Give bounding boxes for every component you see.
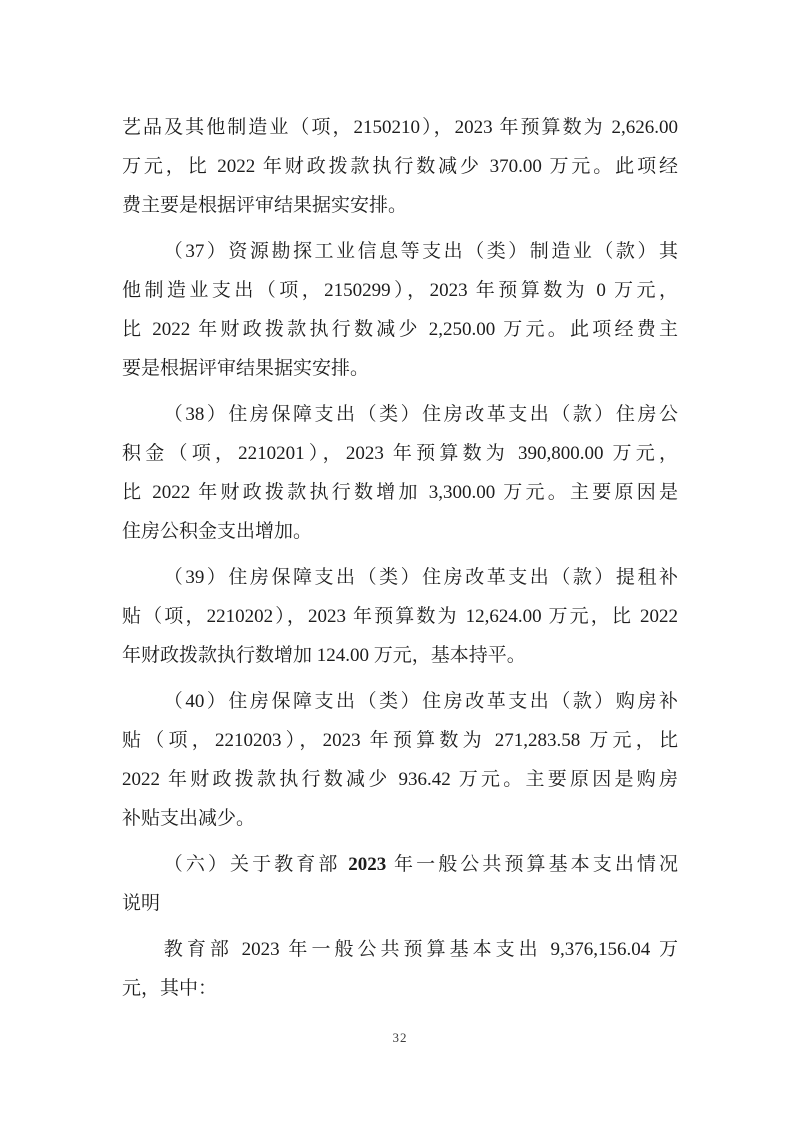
text-line: 贴（项，2210202），2023 年预算数为 12,624.00 万元，比 2022: [122, 606, 678, 627]
text-line: 艺品及其他制造业（项，2150210），2023 年预算数为 2,626.00: [122, 117, 678, 138]
text-line: （37）资源勘探工业信息等支出（类）制造业（款）其: [163, 241, 678, 262]
text-line: 教育部 2023 年一般公共预算基本支出 9,376,156.04 万: [163, 939, 678, 960]
heading-line: [122, 845, 678, 884]
text-line: 2022 年财政拨款执行数减少 936.42 万元。主要原因是购房: [122, 769, 678, 790]
text-line: 他制造业支出（项，2150299），2023 年预算数为 0 万元，: [122, 280, 678, 301]
text-line: 住房公积金支出增加。: [122, 521, 313, 542]
heading-year-bold: 2023: [348, 854, 387, 875]
text-line: 积金（项，2210201），2023 年预算数为 390,800.00 万元，: [122, 443, 678, 464]
text-line: 要是根据评审结果据实安排。: [122, 358, 370, 379]
text-line: 年财政拨款执行数增加 124.00 万元，基本持平。: [122, 645, 526, 666]
heading-text-post: 年一般公共预算基本支出情况: [386, 854, 678, 875]
paragraph-basic-expenditure-total: [122, 930, 678, 1008]
paragraph-item-36-continuation: [122, 108, 678, 225]
text-line: 贴（项，2210203），2023 年预算数为 271,283.58 万元，比: [122, 730, 678, 751]
text-line: 比 2022 年财政拨款执行数减少 2,250.00 万元。此项经费主: [122, 319, 678, 340]
text-line: （39）住房保障支出（类）住房改革支出（款）提租补: [163, 567, 678, 588]
text-line: 补贴支出减少。: [122, 808, 256, 829]
section-heading-6: [122, 845, 678, 923]
paragraph-item-40: [122, 682, 678, 838]
text-line: （38）住房保障支出（类）住房改革支出（款）住房公: [163, 404, 678, 425]
text-line: 元，其中：: [122, 978, 218, 999]
text-line: 费主要是根据评审结果据实安排。: [122, 195, 408, 216]
text-line: （40）住房保障支出（类）住房改革支出（款）购房补: [163, 691, 678, 712]
text-line: 万元，比 2022 年财政拨款执行数减少 370.00 万元。此项经: [122, 156, 678, 177]
paragraph-item-37: [122, 232, 678, 388]
text-line: 比 2022 年财政拨款执行数增加 3,300.00 万元。主要原因是: [122, 482, 678, 503]
paragraph-item-39: [122, 558, 678, 675]
paragraph-item-38: [122, 395, 678, 551]
heading-line: 说明: [122, 893, 161, 914]
page-number: 32: [392, 1030, 408, 1045]
heading-text-pre: （六）关于教育部: [163, 854, 349, 875]
